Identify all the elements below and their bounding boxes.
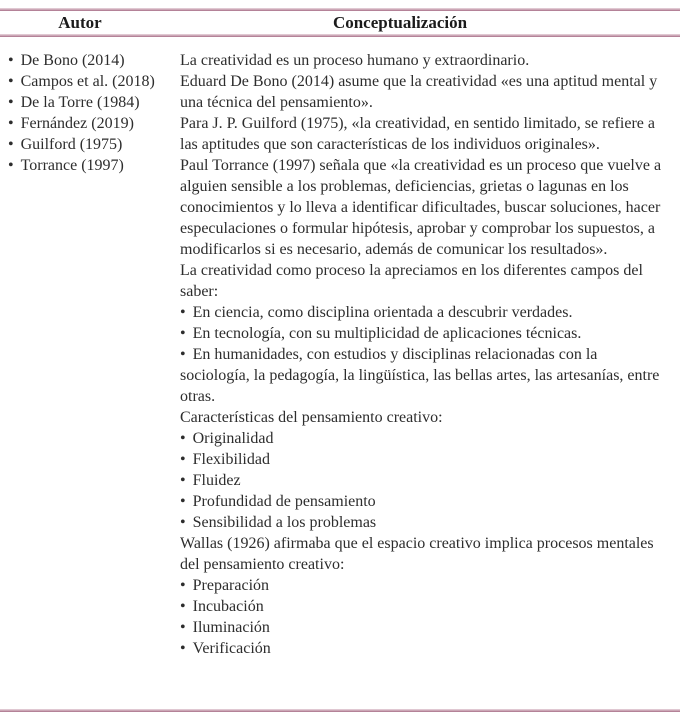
concept-bullet-text: Originalidad bbox=[192, 430, 274, 447]
author-item bbox=[8, 50, 180, 71]
concept-bullet-item bbox=[180, 575, 670, 596]
concept-paragraph: La creatividad es un proceso humano y extraordinario. bbox=[180, 52, 530, 69]
bullet-icon: • bbox=[8, 136, 14, 153]
author-text: De Bono (2014) bbox=[20, 52, 125, 69]
concept-paragraph: Wallas (1926) afirmaba que el espacio creativo implica procesos mentales del pensamiento creativo: bbox=[180, 535, 654, 573]
bullet-icon: • bbox=[180, 493, 186, 510]
concept-bullet-item bbox=[180, 302, 670, 323]
bullet-icon: • bbox=[180, 346, 186, 363]
concept-bullet-text: En tecnología, con su multiplicidad de aplicaciones técnicas. bbox=[192, 325, 582, 342]
concept-bullet-item bbox=[180, 596, 670, 617]
concept-bullet-text: Fluidez bbox=[192, 472, 241, 489]
concept-bullet-text: Incubación bbox=[192, 598, 264, 615]
bullet-icon: • bbox=[8, 157, 14, 174]
bullet-icon: • bbox=[180, 577, 186, 594]
concept-paragraph: Paul Torrance (1997) señala que «la creatividad es un proceso que vuelve a alguien sensible a los problemas, deficiencias, grietas o lagunas en los conocimientos y lo lleva a identificar dificultades, buscar soluciones, hacer especulaciones o formular hipótesis, aprobar y comprobar los supuestos, a modificarlos si es necesario, además de comunicar los resultados». bbox=[180, 157, 662, 258]
bullet-icon: • bbox=[8, 52, 14, 69]
concept-bullet-text: Preparación bbox=[192, 577, 270, 594]
concept-bullet-item bbox=[180, 344, 670, 407]
bullet-icon: • bbox=[180, 430, 186, 447]
table-rule-bottom bbox=[0, 709, 680, 712]
author-item bbox=[8, 155, 180, 176]
concept-bullet-text: Verificación bbox=[192, 640, 271, 657]
concept-paragraph: Eduard De Bono (2014) asume que la creatividad «es una aptitud mental y una técnica del pensamiento». bbox=[180, 73, 658, 111]
concept-bullet-text: En ciencia, como disciplina orientada a descubrir verdades. bbox=[192, 304, 573, 321]
author-item bbox=[8, 113, 180, 134]
author-text: Guilford (1975) bbox=[20, 136, 123, 153]
bullet-icon: • bbox=[180, 304, 186, 321]
table-header-conceptualizacion: Conceptualización bbox=[332, 12, 468, 32]
concept-bullet-item bbox=[180, 323, 670, 344]
bullet-icon: • bbox=[180, 451, 186, 468]
bullet-icon: • bbox=[180, 325, 186, 342]
author-text: De la Torre (1984) bbox=[20, 94, 140, 111]
bullet-icon: • bbox=[180, 640, 186, 657]
bullet-icon: • bbox=[180, 619, 186, 636]
author-text: Torrance (1997) bbox=[20, 157, 124, 174]
bullet-icon: • bbox=[8, 94, 14, 111]
concept-bullet-item bbox=[180, 449, 670, 470]
concept-paragraph: La creatividad como proceso la apreciamos en los diferentes campos del saber: bbox=[180, 262, 643, 300]
table-header-autor: Autor bbox=[58, 12, 102, 32]
concept-bullet-text: En humanidades, con estudios y disciplinas relacionadas con la sociología, la pedagogía, la lingüística, las bellas artes, las artesanías, entre otras. bbox=[180, 346, 660, 405]
author-item bbox=[8, 71, 180, 92]
author-text: Fernández (2019) bbox=[20, 115, 134, 132]
concept-bullet-text: Profundidad de pensamiento bbox=[192, 493, 376, 510]
concept-bullet-item bbox=[180, 617, 670, 638]
author-item bbox=[8, 134, 180, 155]
concept-bullet-text: Iluminación bbox=[192, 619, 270, 636]
table-body-row bbox=[0, 37, 680, 709]
concept-paragraph: Características del pensamiento creativo: bbox=[180, 409, 443, 426]
concept-bullet-text: Sensibilidad a los problemas bbox=[192, 514, 377, 531]
table-header-row bbox=[0, 11, 680, 34]
concept-bullet-item bbox=[180, 512, 670, 533]
concept-paragraph: Para J. P. Guilford (1975), «la creatividad, en sentido limitado, se refiere a las aptitudes que son características de los individuos originales». bbox=[180, 115, 655, 153]
authors-column bbox=[0, 50, 180, 176]
author-text: Campos et al. (2018) bbox=[20, 73, 155, 90]
concept-bullet-text: Flexibilidad bbox=[192, 451, 270, 468]
conceptualization-column bbox=[180, 50, 680, 659]
bullet-icon: • bbox=[8, 73, 14, 90]
concept-bullet-item bbox=[180, 470, 670, 491]
concept-bullet-item bbox=[180, 428, 670, 449]
bullet-icon: • bbox=[180, 598, 186, 615]
author-item bbox=[8, 92, 180, 113]
bullet-icon: • bbox=[8, 115, 14, 132]
bullet-icon: • bbox=[180, 514, 186, 531]
concept-bullet-item bbox=[180, 491, 670, 512]
bullet-icon: • bbox=[180, 472, 186, 489]
concept-bullet-item bbox=[180, 638, 670, 659]
